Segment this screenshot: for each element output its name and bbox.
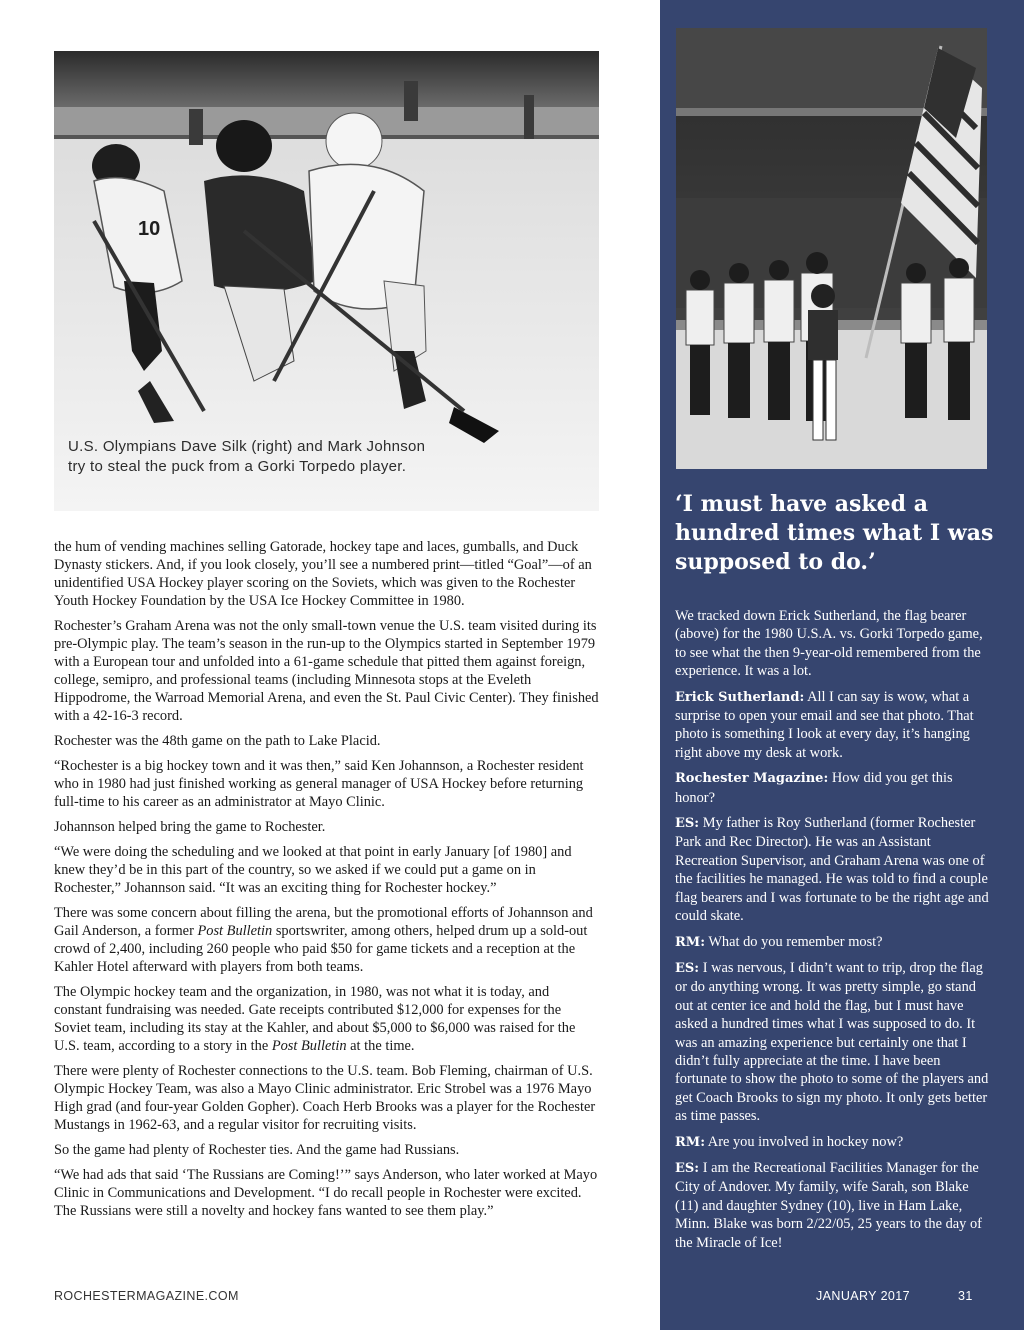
- speaker-label: Rochester Magazine:: [675, 771, 829, 787]
- interview-question: [675, 1133, 989, 1152]
- text-run: at the time.: [346, 1038, 415, 1054]
- text-run: The Olympic hockey team and the organization, in 1980, was not what it is today, and constant fundraising was needed. Gate receipts contributed $12,000 for expenses for the Soviet team, including its stay at the Kahler, and about $5,000 to $6,000 was raised for the U.S. team, according to a story in the: [54, 984, 576, 1054]
- interview-intro: We tracked down Erick Sutherland, the flag bearer (above) for the 1980 U.S.A. vs. Gorki Torpedo game, to see what the then 9-year-old remembered from the experience. It was a lot.: [675, 608, 983, 680]
- flag-ceremony-illustration: [676, 28, 987, 469]
- speaker-text: How did you get this honor?: [675, 770, 953, 806]
- article-paragraph: “We had ads that said ‘The Russians are Coming!’” says Anderson, who later worked at Mayo Clinic in Communications and Development. “I do recall people in Rochester were excited. The Russians were still a novelty and hockey fans wanted to see them play.”: [54, 1167, 598, 1219]
- speaker-label: ES:: [675, 960, 700, 976]
- interview-answer: [675, 959, 989, 1126]
- photo-caption: U.S. Olympians Dave Silk (right) and Mark Johnson try to steal the puck from a Gorki Torpedo player.: [68, 438, 426, 475]
- speaker-text: What do you remember most?: [705, 933, 883, 950]
- interview-sidebar: [660, 0, 1024, 1330]
- flag-bearer-photo: [676, 28, 987, 469]
- footer-website: ROCHESTERMAGAZINE.COM: [54, 1289, 239, 1303]
- interview-answer: [675, 688, 989, 763]
- article-paragraph: the hum of vending machines selling Gatorade, hockey tape and laces, gumballs, and Duck Dynasty stickers. And, if you look closely, you’ll see a numbered print—titled “Goal”—of an unidentified USA Hockey player scoring on the Soviets, which was given to the Rochester Youth Hockey Foundation by the USA Ice Hockey Committee in 1980.: [54, 539, 592, 609]
- publication-name: Post Bulletin: [197, 923, 273, 939]
- article-paragraph: [54, 983, 599, 1055]
- speaker-label: RM:: [675, 1134, 705, 1150]
- interview-answer: [675, 814, 989, 925]
- article-paragraph: “We were doing the scheduling and we looked at that point in early January [of 1980] and knew they’d be in this part of the country, so we asked if we could put a game on in Rochester,” Johannson said. “It was an exciting thing for Rochester hockey.”: [54, 844, 572, 896]
- interview-body: [675, 607, 989, 1259]
- speaker-label: RM:: [675, 934, 705, 950]
- sidebar-headline: ‘I must have asked a hundred times what I was supposed to do.’: [675, 491, 994, 575]
- interview-question: [675, 933, 989, 952]
- speaker-label: Erick Sutherland:: [675, 689, 805, 705]
- page-number: 31: [957, 1289, 973, 1303]
- interview-answer: [675, 1159, 989, 1252]
- article-paragraph: There were plenty of Rochester connections to the U.S. team. Bob Fleming, chairman of U.S. Olympic Hockey Team, was also a Mayo Clinic administrator. Eric Strobel was a 1976 Mayo High grad (and four-year Golden Gopher). Coach Herb Brooks was a player for the Rochester Mustangs in 1962-63, and a regular visitor for recruiting visits.: [54, 1063, 596, 1133]
- speaker-text: I am the Recreational Facilities Manager for the City of Andover. My family, wife Sarah, son Blake (11) and daughter Sydney (10), live in Ham Lake, Minn. Blake was born 2/22/05, 25 years to the day of the Miracle of Ice!: [675, 1159, 982, 1251]
- article-paragraph: So the game had plenty of Rochester ties. And the game had Russians.: [54, 1142, 460, 1158]
- article-paragraph: [54, 904, 599, 976]
- interview-question: [675, 769, 989, 807]
- speaker-text: Are you involved in hockey now?: [705, 1133, 904, 1150]
- text-run: sportswriter, among others, helped drum up a sold-out crowd of 2,400, including 260 people who paid $50 for game tickets and a reception at the Kahler Hotel afterward with players from both teams.: [54, 923, 588, 975]
- speaker-label: ES:: [675, 816, 700, 832]
- speaker-text: My father is Roy Sutherland (former Rochester Park and Rec Director). He was an Assistant Recreation Supervisor, and Graham Arena was one of the facilities he managed. He was told to find a couple flag bearers and I was fortunate to be the right age and could skate.: [675, 815, 989, 925]
- footer-issue: [816, 1289, 973, 1303]
- speaker-label: ES:: [675, 1160, 700, 1176]
- jersey-number: 10: [138, 218, 161, 240]
- issue-date: JANUARY 2017: [816, 1289, 910, 1303]
- publication-name: Post Bulletin: [271, 1038, 347, 1054]
- hockey-action-photo: [54, 51, 599, 511]
- article-body: [54, 538, 599, 1227]
- article-paragraph: Rochester was the 48th game on the path to Lake Placid.: [54, 733, 381, 749]
- text-run: There was some concern about filling the arena, but the promotional efforts of Johannson and Gail Anderson, a former: [54, 905, 593, 939]
- speaker-text: I was nervous, I didn’t want to trip, drop the flag or do anything wrong. It was pretty simple, go stand out at center ice and hold the flag, but I must have asked a hundred times what I was supposed to do. It was an amazing experience but certainly one that I didn’t fully appreciate at the time. I have been fortunate to show the photo to some of the players and get Coach Brooks to sign my photo. It only gets better as time passes.: [675, 959, 989, 1125]
- speaker-text: All I can say is wow, what a surprise to open your email and see that photo. That photo is something I look at every day, it’s hanging right above my desk at work.: [675, 688, 974, 761]
- article-paragraph: Rochester’s Graham Arena was not the only small-town venue the U.S. team visited during its pre-Olympic play. The team’s season in the run-up to the Olympics started in September 1979 with a European tour and unfolded into a 61-game schedule that pitted them against foreign, college, semipro, and professional teams (including Minnesota stops at the Eveleth Hippodrome, the Warroad Memorial Arena, and even the St. Paul Civic Center). They finished with a 42-16-3 record.: [54, 618, 599, 724]
- article-paragraph: “Rochester is a big hockey town and it was then,” said Ken Johannson, a Rochester resident who in 1980 had just finished working as general manager of USA Hockey before returning full-time to his career as an administrator at Mayo Clinic.: [54, 758, 584, 810]
- article-paragraph: Johannson helped bring the game to Rochester.: [54, 819, 326, 835]
